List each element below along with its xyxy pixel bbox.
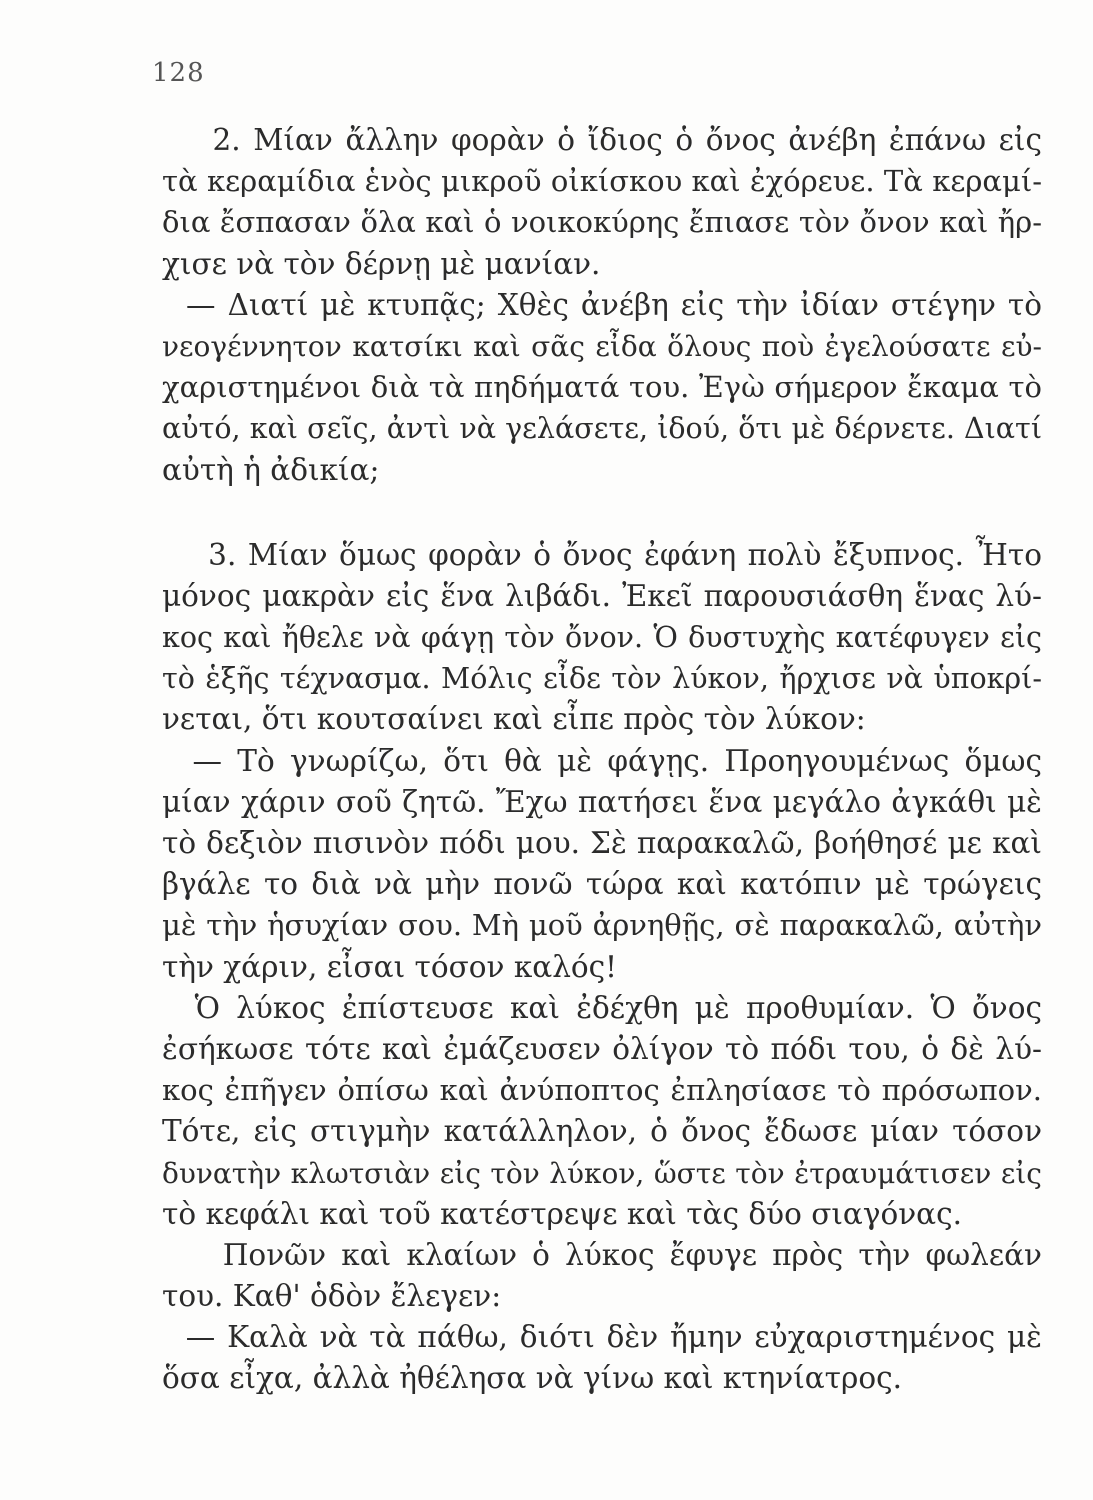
text-line: Ὁ λύκος ἐπίστευσε καὶ ἐδέχθη μὲ προθυμίαν. Ὁ ὄνος (162, 990, 1042, 1025)
text-line: αὐτὴ ἡ ἀδικία; (162, 452, 380, 487)
text-line: — Διατί μὲ κτυπᾷς; Χθὲς ἀνέβη εἰς τὴν ἰδίαν στέγην τὸ (162, 287, 1042, 322)
text-line: μόνος μακρὰν εἰς ἕνα λιβάδι. Ἐκεῖ παρουσιάσθη ἕνας λύ- (162, 578, 1042, 613)
text-line: τὰ κεραμίδια ἑνὸς μικροῦ οἰκίσκου καὶ ἐχόρευε. Τὰ κεραμί- (162, 164, 1042, 199)
text-line: βγάλε το διὰ νὰ μὴν πονῶ τώρα καὶ κατόπιν μὲ τρώγεις (162, 867, 1042, 902)
text-line: Πονῶν καὶ κλαίων ὁ λύκος ἔφυγε πρὸς τὴν φωλεάν (162, 1237, 1042, 1272)
text-line: δυνατὴν κλωτσιὰν εἰς τὸν λύκον, ὥστε τὸν ἐτραυμάτισεν εἰς (162, 1156, 1042, 1190)
text-line: τὸ ἑξῆς τέχνασμα. Μόλις εἶδε τὸν λύκον, ἤρχισε νὰ ὑποκρί- (162, 662, 1042, 696)
text-line: δια ἔσπασαν ὅλα καὶ ὁ νοικοκύρης ἔπιασε τὸν ὄνον καὶ ἤρ- (162, 205, 1042, 240)
text-line: τὸ δεξιὸν πισινὸν πόδι μου. Σὲ παρακαλῶ, βοήθησέ με καὶ (162, 826, 1042, 860)
text-line: — Τὸ γνωρίζω, ὅτι θὰ μὲ φάγῃς. Προηγουμένως ὅμως (162, 743, 1042, 778)
text-line: κος καὶ ἤθελε νὰ φάγῃ τὸν ὄνον. Ὁ δυστυχὴς κατέφυγεν εἰς (162, 621, 1042, 655)
text-line: χισε νὰ τὸν δέρνῃ μὲ μανίαν. (162, 246, 601, 281)
text-line: νεογέννητον κατσίκι καὶ σᾶς εἶδα ὅλους ποὺ ἐγελούσατε εὐ- (162, 329, 1042, 363)
text-line: τὸ κεφάλι καὶ τοῦ κατέστρεψε καὶ τὰς δύο σιαγόνας. (162, 1196, 962, 1231)
text-line: του. Καθ' ὁδὸν ἔλεγεν: (162, 1279, 502, 1314)
body-text (162, 120, 1042, 1400)
page-number: 128 (152, 58, 205, 88)
text-line: αὐτό, καὶ σεῖς, ἀντὶ νὰ γελάσετε, ἰδού, ὅτι μὲ δέρνετε. Διατί (162, 412, 1042, 446)
text-line: κος ἐπῆγεν ὀπίσω καὶ ἀνύποπτος ἐπλησίασε τὸ πρόσωπον. (162, 1073, 1042, 1108)
text-line: 3. Μίαν ὅμως φορὰν ὁ ὄνος ἐφάνη πολὺ ἔξυπνος. Ἦτο (162, 537, 1042, 572)
text-line: τὴν χάριν, εἶσαι τόσον καλός! (162, 949, 618, 984)
text-line: χαριστημένοι διὰ τὰ πηδήματά του. Ἐγὼ σήμερον ἔκαμα τὸ (162, 370, 1042, 405)
paragraph-gap (162, 491, 1042, 535)
text-line: ὅσα εἶχα, ἀλλὰ ἠθέλησα νὰ γίνω καὶ κτηνίατρος. (162, 1361, 903, 1396)
text-line: νεται, ὅτι κουτσαίνει καὶ εἶπε πρὸς τὸν λύκον: (162, 702, 866, 737)
text-line: — Καλὰ νὰ τὰ πάθω, διότι δὲν ἤμην εὐχαριστημένος μὲ (162, 1320, 1042, 1355)
text-line: Τότε, εἰς στιγμὴν κατάλληλον, ὁ ὄνος ἔδωσε μίαν τόσον (162, 1114, 1042, 1149)
text-line: μὲ τὴν ἡσυχίαν σου. Μὴ μοῦ ἀρνηθῇς, σὲ παρακαλῶ, αὐτὴν (162, 908, 1042, 943)
text-line: μίαν χάριν σοῦ ζητῶ. Ἔχω πατήσει ἕνα μεγάλο ἀγκάθι μὲ (162, 784, 1042, 819)
text-line: 2. Μίαν ἄλλην φορὰν ὁ ἴδιος ὁ ὄνος ἀνέβη ἐπάνω εἰς (162, 123, 1042, 157)
text-line: ἐσήκωσε τότε καὶ ἐμάζευσεν ὀλίγον τὸ πόδι του, ὁ δὲ λύ- (162, 1031, 1042, 1066)
